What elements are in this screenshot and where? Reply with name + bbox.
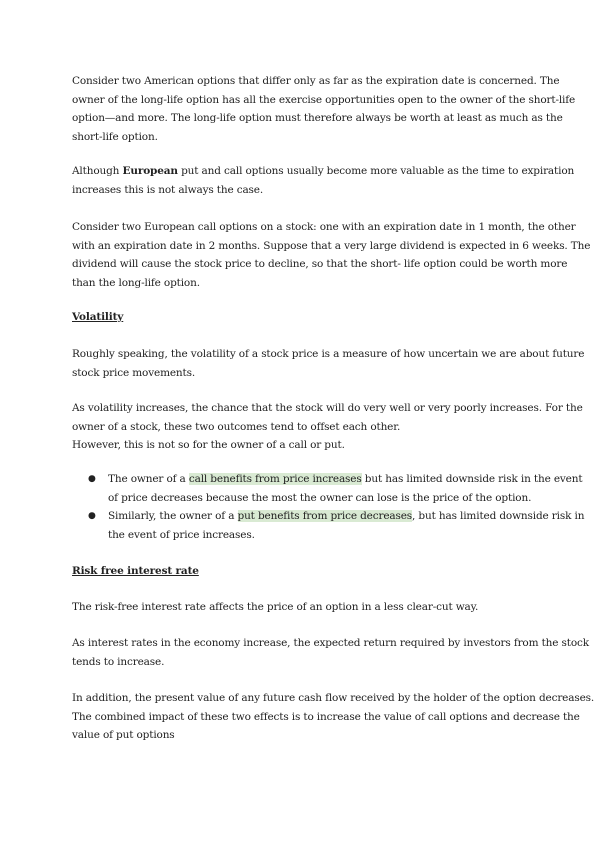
text-line: short-life option. [72,130,158,143]
text-span: Similarly, the owner of a [108,510,238,522]
text-span: put and call options usually become more valuable as the time to expiration [177,165,575,177]
paragraph-expected-return [72,634,589,671]
text-line: owner of the long-life option has all the exercise opportunities open to the owner of the short-life [72,93,576,106]
text-line: As volatility increases, the chance that the stock will do very well or very poorly increases. For the [72,402,583,414]
text-line: However, this is not so for the owner of a call or put. [72,439,345,451]
bullet-icon: ● [88,511,96,521]
list-item [72,470,583,507]
text-span: The owner of a [108,473,189,485]
paragraph-interest-rate [72,598,532,617]
text-line: Consider two European call options on a stock: one with an expiration date in 1 month, the other [72,221,576,233]
text-span: but has limited downside risk in the event [361,473,583,485]
text-span: Although [72,165,123,177]
paragraph-european-options [72,162,575,199]
paragraph-present-value [72,689,595,745]
heading-risk-free-rate: Risk free interest rate [72,565,199,577]
text-line [108,470,583,489]
highlight-call-benefits: call benefits from price increases [188,473,362,485]
text-line: option—and more. The long-life option must therefore always be worth at least as much as the [72,112,563,124]
text-line: the event of price increases. [108,528,255,541]
heading-volatility: Volatility [72,311,124,323]
text-line: owner of a stock, these two outcomes tend to offset each other. [72,420,401,433]
text-line: As interest rates in the economy increase, the expected return required by investors from the stock [72,637,589,649]
text-line: Roughly speaking, the volatility of a stock price is a measure of how uncertain we are about future [72,348,585,360]
text-line: The risk-free interest rate affects the price of an option in a less clear-cut way. [72,601,479,613]
text-line: dividend will cause the stock price to decline, so that the short- life option could be worth more [72,258,568,270]
text-line: Consider two American options that differ only as far as the expiration date is concerned. The [72,75,560,87]
text-line: increases this is not always the case. [72,183,264,196]
text-line [108,507,585,526]
text-line: than the long-life option. [72,276,200,289]
text-line: In addition, the present value of any future cash flow received by the holder of the option decreases. [72,692,595,704]
text-line: tends to increase. [72,655,165,668]
paragraph-american-options [72,72,576,146]
highlight-put-benefits: put benefits from price decreases [237,510,413,522]
bold-term-european: European [122,165,178,177]
text-line: stock price movements. [72,366,196,379]
paragraph-volatility-definition [72,345,585,382]
text-line: value of put options [72,729,175,741]
text-line: The combined impact of these two effects is to increase the value of call options and decrease the [72,710,580,723]
text-line: of price decreases because the most the owner can lose is the price of the option. [108,491,532,504]
paragraph-volatility-effect [72,399,583,455]
bullet-icon: ● [88,474,96,484]
list-item [72,507,585,544]
bullet-list [72,470,585,544]
text-line: with an expiration date in 2 months. Suppose that a very large dividend is expected in 6 weeks. The [72,239,591,252]
paragraph-dividend-example [72,218,591,292]
text-span: , but has limited downside risk in [412,510,585,522]
text-line [72,162,575,181]
